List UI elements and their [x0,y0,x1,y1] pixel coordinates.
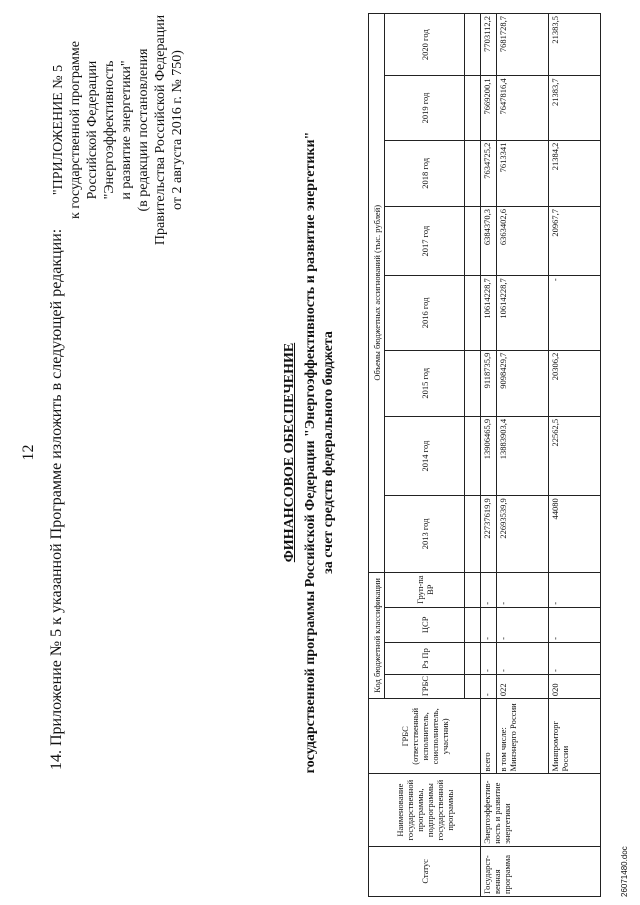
table-row [481,14,497,897]
code-cell: - [481,607,497,642]
document-title: ФИНАНСОВОЕ ОБЕСПЕЧЕНИЕ [282,342,297,563]
status-cell: Государст-венная программа [481,846,601,896]
code-cell: - [549,572,601,607]
value-cell: 7634725,2 [481,140,497,206]
value-cell: 9118735,9 [481,350,497,416]
value-cell: 9098429,7 [497,350,549,416]
annex-line: (в редакции постановления [136,48,151,212]
value-cell: 22562,5 [549,416,601,495]
year-header-2014: 2014 год [385,416,465,495]
value-cell: 7669200,1 [481,76,497,140]
annex-line: от 2 августа 2016 г. № 750) [170,50,185,210]
year-header-2020: 2020 год [385,14,465,76]
code-cell: - [497,642,549,674]
year-header-2015: 2015 год [385,350,465,416]
code-cell: 020 [549,675,601,699]
value-cell: 7681728,7 [497,14,549,76]
value-cell: 22737619,9 [481,496,497,572]
code-cell: 022 [497,675,549,699]
value-cell: 10614228,7 [497,276,549,350]
annex-line: Правительства Российской Федерации [153,14,168,246]
annex-line: и развитие энергетики" [119,60,134,200]
value-cell: 21383,7 [549,76,601,140]
code-header-vr: Груп-па ВР [385,572,465,607]
year-header-2016: 2016 год [385,276,465,350]
code-cell: - [481,572,497,607]
year-header-2017: 2017 год [385,206,465,275]
intro-text: 14. Приложение № 5 к указанной Программе изложить в следующей редакции: [48,228,65,770]
amounts-group-header: Объемы бюджетных ассигнований (тыс. рублей) [369,14,385,573]
table-row [549,14,601,897]
program-name-cell: Энергоэффектив-ность и развитие энергетики [481,774,601,846]
annex-line: Российской Федерации [85,60,100,200]
year-header-2019: 2019 год [385,76,465,140]
value-cell: - [549,276,601,350]
document-subtitle: государственной программы Российской Федерации "Энергоэффективность и развитие энергетики" [303,131,318,774]
table-row [497,14,549,897]
grbs-cell: Минпромторг России [549,699,601,774]
value-cell: 13883903,4 [497,416,549,495]
grbs-cell: в том числе: Минэнерго России [497,699,549,774]
grbs-cell: всего [481,699,497,774]
value-cell: 7647816,4 [497,76,549,140]
value-cell: 44080 [549,496,601,572]
code-cell: - [549,642,601,674]
annex-line: "ПРИЛОЖЕНИЕ № 5 [51,64,66,196]
col-grbs-header: ГРБС (ответственный исполнитель, соисполнитель, участник) [369,699,481,774]
file-name-footer: 26071480.doc [620,846,629,897]
code-cell: - [497,607,549,642]
value-cell: 10614228,7 [481,276,497,350]
value-cell: 7613341 [497,140,549,206]
year-header-2013: 2013 год [385,496,465,572]
code-header-csr: ЦСР [385,607,465,642]
value-cell: 6363402,6 [497,206,549,275]
code-cell: - [549,607,601,642]
code-group-header: Код бюджетной классификации [369,572,385,699]
value-cell: 22693539,9 [497,496,549,572]
value-cell: 20306,2 [549,350,601,416]
value-cell: 13906465,9 [481,416,497,495]
annex-line: к государственной программе [68,41,83,219]
code-cell: - [481,675,497,699]
value-cell: 20967,7 [549,206,601,275]
page-number: 12 [20,444,37,461]
value-cell: 7703112,2 [481,14,497,76]
code-cell: - [497,572,549,607]
value-cell: 21383,5 [549,14,601,76]
code-cell: - [481,642,497,674]
value-cell: 6384370,3 [481,206,497,275]
col-status-header: Статус [369,846,481,896]
value-cell: 21384,2 [549,140,601,206]
col-name-header: Наименование государственной программы, подпрограммы государственной программы [369,774,481,846]
financing-table [368,13,601,897]
annex-line: "Энергоэффективность [102,60,117,200]
year-header-2018: 2018 год [385,140,465,206]
annex-block [50,10,186,250]
code-header-rzpr: Рз Пр [385,642,465,674]
code-header-grbs: ГРБС [385,675,465,699]
document-subtitle-2: за счет средств федерального бюджета [321,331,336,574]
